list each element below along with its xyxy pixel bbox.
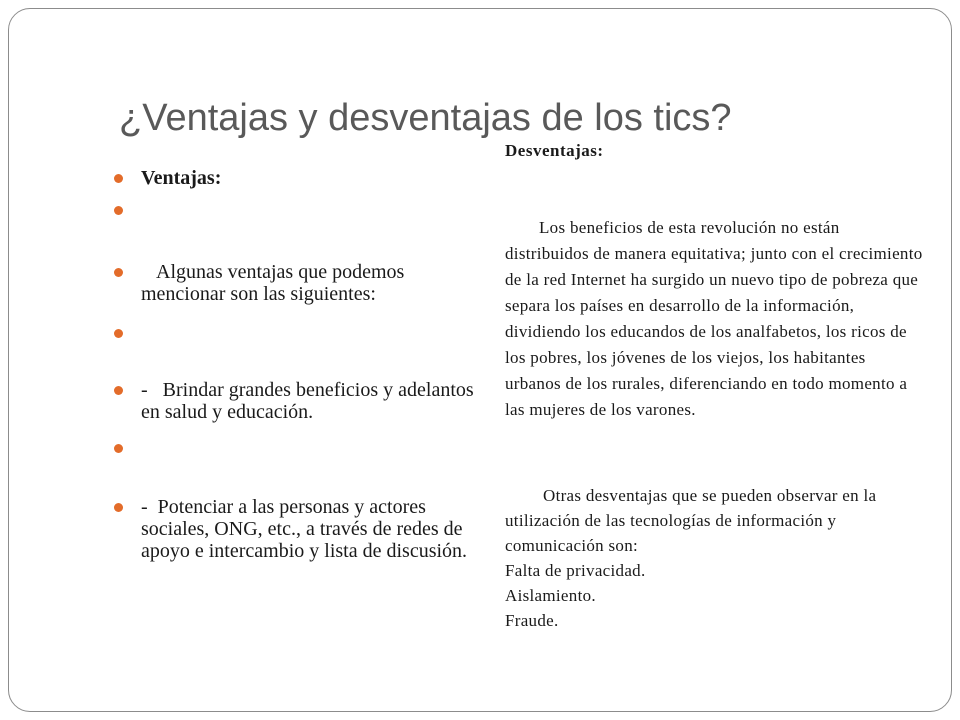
ventajas-heading: Ventajas: xyxy=(141,167,222,189)
desventaja-item: Falta de privacidad. xyxy=(505,561,646,580)
desventaja-item: Aislamiento. xyxy=(505,586,596,605)
bullet-icon xyxy=(114,206,123,215)
desventaja-item: Fraude. xyxy=(505,611,559,630)
slide-title: ¿Ventajas y desventajas de los tics? xyxy=(119,97,732,139)
list-item-text: Algunas ventajas que podemos mencionar son las siguientes: xyxy=(141,261,410,305)
otras-desventajas-paragraph: Otras desventajas que se pueden observar en la utilización de las tecnologías de información y comunicación son: xyxy=(505,486,877,555)
slide xyxy=(8,8,952,712)
bullet-icon xyxy=(114,268,123,277)
list-item xyxy=(114,496,484,562)
desventajas-column xyxy=(505,139,925,633)
bullet-icon xyxy=(114,329,123,338)
list-item xyxy=(114,261,484,305)
bullet-icon xyxy=(114,174,123,183)
list-item xyxy=(114,379,484,423)
list-item-text: - Potenciar a las personas y actores sociales, ONG, etc., a través de redes de apoyo e intercambio y lista de discusión. xyxy=(141,496,468,562)
bullet-icon xyxy=(114,386,123,395)
bullet-icon xyxy=(114,503,123,512)
list-item xyxy=(114,167,484,189)
bullet-icon xyxy=(114,444,123,453)
desventajas-paragraph: Los beneficios de esta revolución no están distribuidos de manera equitativa; junto con el crecimiento de la red Internet ha surgido un nuevo tipo de pobreza que separa los países en desarrollo de la información, dividiendo los educandos de los analfabetos, los ricos de los pobres, los jóvenes de los viejos, los habitantes urbanos de los rurales, diferenciando en todo momento a las mujeres de los varones. xyxy=(505,218,923,419)
list-item-text: - Brindar grandes beneficios y adelantos en salud y educación. xyxy=(141,379,479,423)
desventajas-heading: Desventajas: xyxy=(505,141,604,160)
